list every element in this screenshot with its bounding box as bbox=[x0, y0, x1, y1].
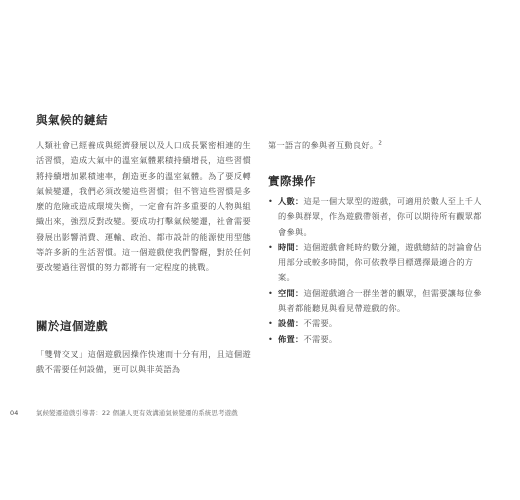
bullet-icon: • bbox=[268, 196, 274, 206]
bullet-icon: • bbox=[268, 287, 274, 298]
practice-item-space bbox=[268, 286, 490, 317]
running-title: 氣候變遷遊戲引導書：22 個讓人更有效溝通氣候變遷的系統思考遊戲 bbox=[36, 409, 238, 417]
about-game-heading: 關於這個遊戲 bbox=[36, 319, 108, 333]
practice-item-label: 設備： bbox=[278, 318, 304, 329]
climate-link-paragraph: 人類社會已經養成與經濟發展以及人口成長緊密相連的生活習慣，造成大氣中的溫室氣體累積持續增長，這些習慣將持續增加累積速率，創造更多的溫室氣體。為了要反轉氣候變遷，我們必須改變這些習慣；但不管這些習慣是多麼的危險或造成環境失衡，一定會有許多重要的人物與組織出來，強烈反對改變。要成功打擊氣候變遷，社會需要發展出影響消費、運輸、政治、都市設計的能源使用型態等許多新的生活習慣。這一個遊戲使我們警醒，對於任何要改變過往習慣的努力都將有一定程度的挑戰。 bbox=[36, 140, 251, 273]
practice-item-label: 佈置： bbox=[278, 333, 304, 344]
bullet-icon: • bbox=[268, 241, 274, 252]
page-footer bbox=[10, 408, 470, 417]
bullet-icon: • bbox=[268, 333, 274, 344]
practice-item-label: 人數： bbox=[278, 196, 304, 206]
page-number: 04 bbox=[10, 409, 19, 417]
practice-item-label: 時間： bbox=[278, 241, 304, 252]
practice-heading: 實際操作 bbox=[268, 174, 316, 188]
practice-item-text: 這個遊戲會耗時約數分鐘，遊戲總結的討論會佔用部分或較多時間，你可依教學目標選擇最適合的方案。 bbox=[278, 241, 482, 283]
practice-item-time bbox=[268, 240, 490, 286]
bullet-icon: • bbox=[268, 318, 274, 329]
practice-item-text: 這是一個大眾型的遊戲，可適用於數人至上千人的參與群眾，作為遊戲帶領者，你可以期待所有觀眾都會參與。 bbox=[278, 196, 482, 237]
practice-item-setup bbox=[268, 332, 490, 347]
about-game-paragraph: 「雙臂交叉」這個遊戲因操作快速而十分有用，且這個遊戲不需要任何設備，更可以與非英語為 bbox=[36, 349, 251, 375]
practice-item-text: 不需要。 bbox=[303, 333, 338, 344]
practice-item-equipment bbox=[268, 316, 490, 331]
practice-item-text: 這個遊戲適合一群坐著的觀眾，但需要讓每位參與者都能聽見與看見帶遊戲的你。 bbox=[278, 287, 482, 314]
climate-link-heading: 與氣候的鏈結 bbox=[36, 113, 108, 127]
continued-text: 第一語言的參與者互動良好。 bbox=[268, 140, 379, 150]
practice-item-text: 不需要。 bbox=[303, 318, 338, 329]
practice-list bbox=[268, 194, 490, 347]
practice-item-label: 空間： bbox=[278, 287, 304, 298]
footnote-ref: 2 bbox=[378, 140, 383, 147]
continued-paragraph bbox=[268, 138, 488, 153]
practice-item-people bbox=[268, 194, 490, 240]
